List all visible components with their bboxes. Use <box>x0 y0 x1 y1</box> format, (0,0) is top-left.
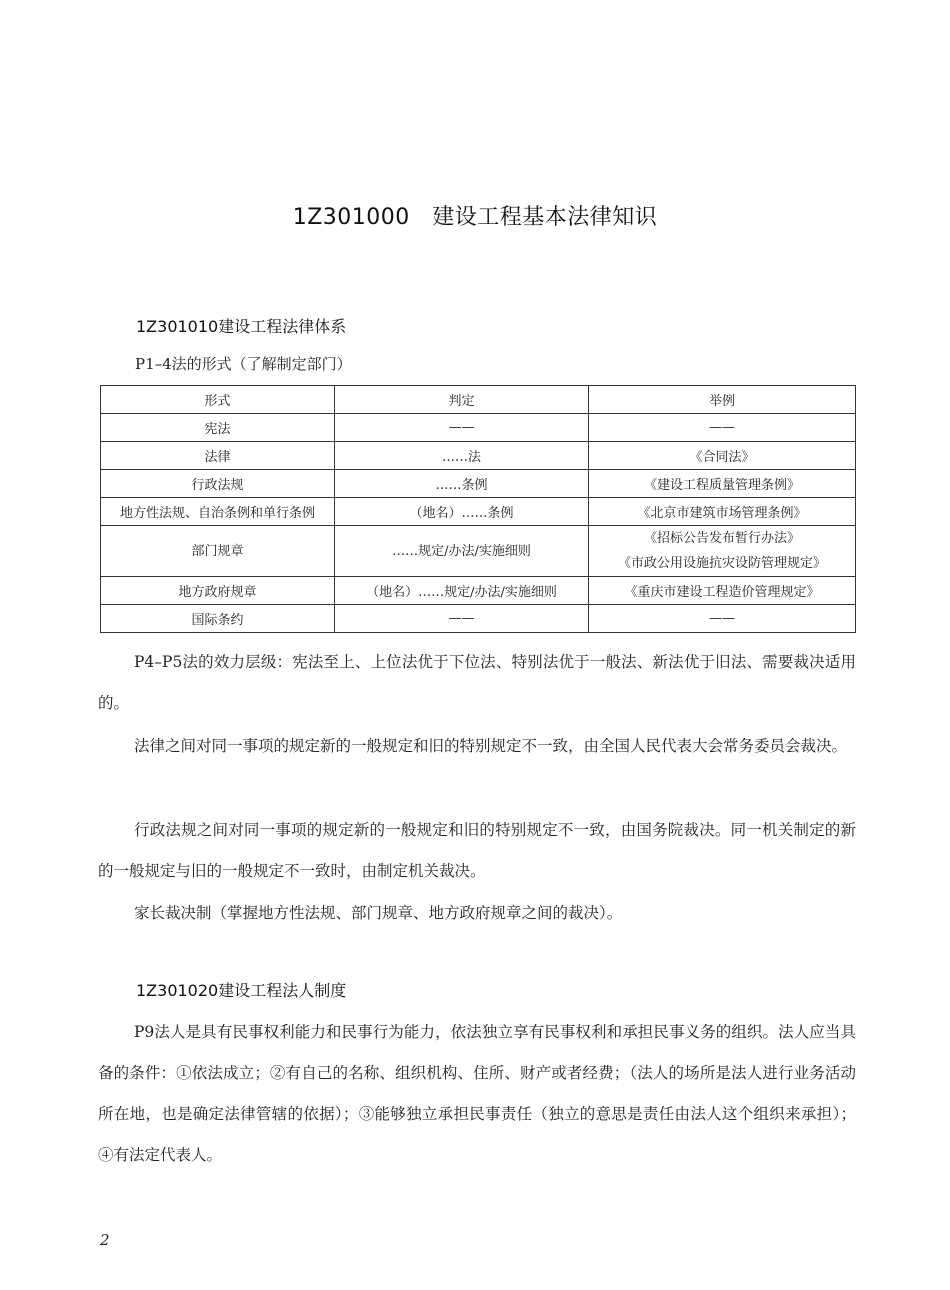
table-row <box>101 526 856 577</box>
table-row <box>101 577 856 605</box>
paragraph-regulation-conflict: 行政法规之间对同一事项的规定新的一般规定和旧的特别规定不一致，由国务院裁决。同一机关制定的新的一般规定与旧的一般规定不一致时，由制定机关裁决。 <box>98 821 856 880</box>
table-cell-judgment: （地名）……条例 <box>335 498 589 526</box>
paragraph-effect-hierarchy: P4–P5法的效力层级：宪法至上、上位法优于下位法、特别法优于一般法、新法优于旧法、需要裁决适用的。 <box>98 653 856 712</box>
table-cell-form: 地方政府规章 <box>101 577 335 605</box>
table-cell-example: 《招标公告发布暂行办法》 <box>643 531 800 546</box>
table-cell-example: —— <box>589 605 856 633</box>
table-row <box>101 414 856 442</box>
paragraph-ruling-system: 家长裁决制（掌握地方性法规、部门规章、地方政府规章之间的裁决）。 <box>134 904 623 922</box>
forms-of-law-table <box>100 385 856 633</box>
section-heading-legal-person: 1Z301020建设工程法人制度 <box>136 981 347 1000</box>
table-cell-form: 部门规章 <box>101 526 335 577</box>
table-row <box>101 498 856 526</box>
table-cell-example: —— <box>589 414 856 442</box>
page-number: 2 <box>100 1231 110 1249</box>
table-cell-examples <box>589 526 856 577</box>
table-header-cell: 判定 <box>335 386 589 414</box>
table-cell-judgment: —— <box>335 414 589 442</box>
table-header-row <box>101 386 856 414</box>
table-cell-form: 法律 <box>101 442 335 470</box>
table-row <box>101 470 856 498</box>
table-cell-example: 《市政公用设施抗灾设防管理规定》 <box>617 556 826 571</box>
table-cell-judgment: ……法 <box>335 442 589 470</box>
table-cell-form: 地方性法规、自治条例和单行条例 <box>101 498 335 526</box>
table-cell-example: 《建设工程质量管理条例》 <box>589 470 856 498</box>
table-cell-judgment: ……规定/办法/实施细则 <box>335 526 589 577</box>
table-cell-judgment: （地名）……规定/办法/实施细则 <box>335 577 589 605</box>
table-row <box>101 605 856 633</box>
paragraph-legal-person: P9法人是具有民事权利能力和民事行为能力，依法独立享有民事权利和承担民事义务的组织。法人应当具备的条件：①依法成立；②有自己的名称、组织机构、住所、财产或者经费；（法人的场所是法人进行业务活动所在地，也是确定法律管辖的依据）；③能够独立承担民事责任（独立的意思是责任由法人这个组织来承担）；④有法定代表人。 <box>98 1023 856 1164</box>
table-cell-judgment: —— <box>335 605 589 633</box>
table-cell-form: 国际条约 <box>101 605 335 633</box>
chapter-title: 1Z301000 建设工程基本法律知识 <box>292 205 658 230</box>
table-cell-form: 行政法规 <box>101 470 335 498</box>
table-header-cell: 举例 <box>589 386 856 414</box>
table-cell-judgment: ……条例 <box>335 470 589 498</box>
table-cell-example: 《合同法》 <box>589 442 856 470</box>
paragraph-law-conflict: 法律之间对同一事项的规定新的一般规定和旧的特别规定不一致，由全国人民代表大会常务委员会裁决。 <box>134 737 848 755</box>
table-header-cell: 形式 <box>101 386 335 414</box>
section-heading-legal-system: 1Z301010建设工程法律体系 <box>136 317 347 336</box>
subheading-forms-of-law: P1–4法的形式（了解制定部门） <box>135 355 352 373</box>
table-cell-form: 宪法 <box>101 414 335 442</box>
table-row <box>101 442 856 470</box>
table-cell-example: 《重庆市建设工程造价管理规定》 <box>589 577 856 605</box>
table-cell-example: 《北京市建筑市场管理条例》 <box>589 498 856 526</box>
